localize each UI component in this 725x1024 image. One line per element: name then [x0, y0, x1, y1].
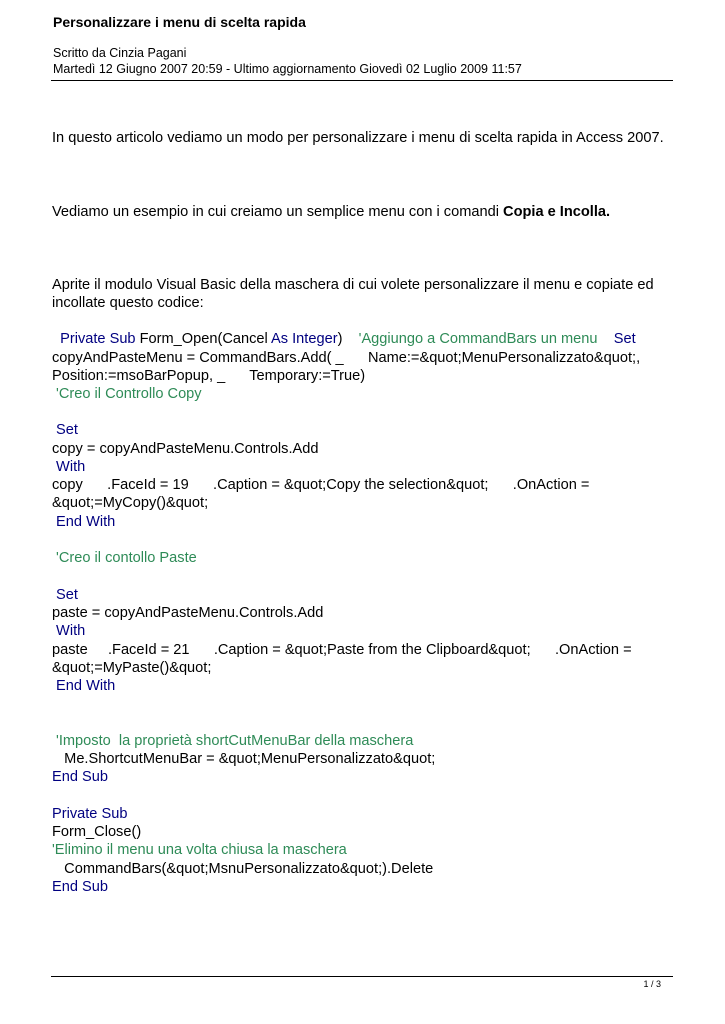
code-comment: 'Imposto la proprietà shortCutMenuBar della maschera: [52, 733, 414, 749]
example-paragraph-bold: Copia e Incolla.: [503, 204, 611, 220]
code-line: Me.ShortcutMenuBar = &quot;MenuPersonalizzato&quot;: [52, 751, 436, 767]
code-comment: 'Aggiungo a CommandBars un menu: [358, 331, 598, 347]
intro-paragraph: In questo articolo vediamo un modo per personalizzare i menu di scelta rapida in Access 2007.: [52, 130, 664, 146]
code-keyword: Set: [597, 331, 636, 347]
footer-divider: [51, 976, 673, 977]
example-paragraph-text: Vediamo un esempio in cui creiamo un semplice menu con i comandi: [52, 204, 504, 220]
code-text: ): [337, 331, 359, 347]
code-line: &quot;=MyCopy()&quot;: [52, 495, 209, 511]
code-line: copy = copyAndPasteMenu.Controls.Add: [52, 441, 319, 457]
code-line: Form_Close(): [52, 824, 142, 840]
code-line: CommandBars(&quot;MsnuPersonalizzato&quot;).Delete: [52, 861, 434, 877]
code-keyword: Private Sub: [52, 806, 128, 822]
code-keyword: As Integer: [271, 331, 338, 347]
code-keyword: End Sub: [52, 769, 108, 785]
code-keyword: Private Sub: [52, 331, 136, 347]
code-line: copyAndPasteMenu = CommandBars.Add( _ Name:=&quot;MenuPersonalizzato&quot;,: [52, 350, 641, 366]
code-line: copy .FaceId = 19 .Caption = &quot;Copy the selection&quot; .OnAction =: [52, 477, 590, 493]
code-comment: 'Elimino il menu una volta chiusa la maschera: [52, 842, 347, 858]
header-divider: [51, 80, 673, 81]
author-line: Scritto da Cinzia Pagani: [53, 46, 187, 60]
code-comment: 'Creo il Controllo Copy: [52, 386, 202, 402]
code-text: Form_Open(Cancel: [135, 331, 272, 347]
instruction-paragraph: Aprite il modulo Visual Basic della maschera di cui volete personalizzare il menu e copiate ed incollate questo codice:: [52, 277, 654, 311]
code-line: paste = copyAndPasteMenu.Controls.Add: [52, 605, 324, 621]
code-line: Position:=msoBarPopup, _ Temporary:=True): [52, 368, 366, 384]
code-keyword: End With: [52, 514, 116, 530]
code-line: &quot;=MyPaste()&quot;: [52, 660, 212, 676]
page-number: 1 / 3: [643, 979, 661, 989]
code-keyword: With: [52, 459, 86, 475]
code-comment: 'Creo il contollo Paste: [52, 550, 197, 566]
document-title: Personalizzare i menu di scelta rapida: [53, 14, 306, 30]
code-keyword: With: [52, 623, 86, 639]
code-keyword: End Sub: [52, 879, 108, 895]
code-line: [52, 330, 677, 348]
example-paragraph: [52, 203, 677, 221]
code-keyword: Set: [52, 587, 78, 603]
date-line: Martedì 12 Giugno 2007 20:59 - Ultimo aggiornamento Giovedì 02 Luglio 2009 11:57: [53, 62, 522, 76]
code-keyword: End With: [52, 678, 116, 694]
code-keyword: Set: [52, 422, 78, 438]
code-line: paste .FaceId = 21 .Caption = &quot;Paste from the Clipboard&quot; .OnAction =: [52, 642, 632, 658]
